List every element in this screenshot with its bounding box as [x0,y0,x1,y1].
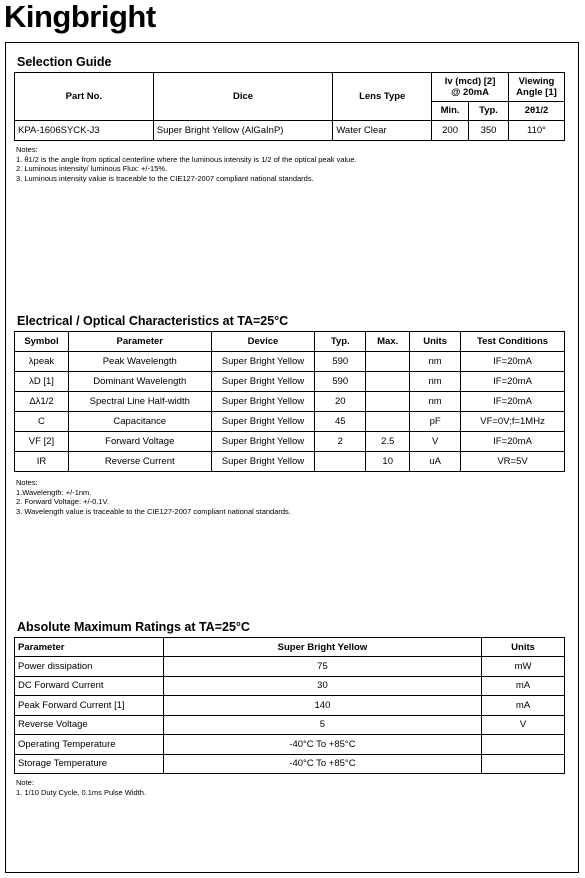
dice-cell: Super Bright Yellow (AlGaInP) [153,121,333,141]
viewing-angle-header [509,73,565,102]
symbol-cell: λD [1] [15,372,69,392]
note-line: 3. Luminous intensity value is traceable to the CIE127-2007 compliant national standards. [16,173,314,183]
parameter-cell: Spectral Line Half-width [68,392,211,412]
parameter-header: Parameter [68,332,211,352]
device-cell: Super Bright Yellow [211,372,315,392]
parameter-cell: DC Forward Current [15,676,164,696]
iv-header [432,73,509,102]
table-row [15,754,565,774]
parameter-cell: Peak Forward Current [1] [15,696,164,716]
typ-cell: 350 [469,121,509,141]
symbol-cell: C [15,412,69,432]
units-cell: nm [410,392,461,412]
angle-sub-header: 2θ1/2 [509,101,565,120]
typ-cell: 590 [315,352,366,372]
value-cell: 5 [163,715,481,735]
units-cell: uA [410,452,461,472]
device-cell: Super Bright Yellow [211,352,315,372]
angle-header-line1: Viewing [518,75,555,87]
parameter-cell: Dominant Wavelength [68,372,211,392]
note-line: Notes: [16,145,38,154]
parameter-cell: Storage Temperature [15,754,164,774]
note-line: 1.Wavelength: +/-1nm. [16,487,92,497]
table-row [15,715,565,735]
max-header: Max. [366,332,410,352]
angle-header-line2: Angle [1] [516,86,557,98]
selection-notes [16,145,357,183]
value-cell: 140 [163,696,481,716]
parameter-cell: Power dissipation [15,657,164,677]
dice-header: Dice [153,73,333,121]
units-cell: mA [482,696,565,716]
min-cell: 200 [432,121,469,141]
typ-cell: 45 [315,412,366,432]
max-cell: 2.5 [366,432,410,452]
test-condition-cell: VF=0V;f=1MHz [461,412,565,432]
value-cell: 30 [163,676,481,696]
lens-type-header: Lens Type [333,73,432,121]
device-cell: Super Bright Yellow [211,452,315,472]
table-row [15,452,565,472]
parameter-cell: Reverse Current [68,452,211,472]
table-row [15,412,565,432]
parameter-cell: Capacitance [68,412,211,432]
test-condition-cell: IF=20mA [461,432,565,452]
typ-cell [315,452,366,472]
table-row [15,372,565,392]
lens-cell: Water Clear [333,121,432,141]
part-number-cell: KPA-1606SYCK-J3 [15,121,154,141]
part-no-header: Part No. [15,73,154,121]
parameter-cell: Operating Temperature [15,735,164,755]
note-line: 2. Forward Voltage: +/-0.1V. [16,497,109,506]
note-line: 3. Wavelength value is traceable to the CIE127-2007 compliant national standards. [16,506,291,516]
units-cell: V [482,715,565,735]
max-cell [366,392,410,412]
absolute-title: Absolute Maximum Ratings at TA=25°C [17,620,250,634]
units-cell: V [410,432,461,452]
value-cell: -40°C To +85°C [163,754,481,774]
parameter-cell: Peak Wavelength [68,352,211,372]
max-cell [366,412,410,432]
test-condition-cell: IF=20mA [461,372,565,392]
selection-header-row [15,73,565,102]
absolute-header-row [15,638,565,657]
min-header: Min. [432,101,469,120]
table-row [15,392,565,412]
absolute-notes [16,778,146,797]
table-row [15,352,565,372]
units-header: Units [482,638,565,657]
absolute-table [14,637,565,774]
iv-header-line1: Iv (mcd) [2] [444,75,496,87]
symbol-cell: λpeak [15,352,69,372]
note-line: Note: [16,778,34,787]
table-row [15,432,565,452]
units-cell: nm [410,352,461,372]
value-cell: -40°C To +85°C [163,735,481,755]
max-cell: 10 [366,452,410,472]
parameter-cell: Forward Voltage [68,432,211,452]
units-cell: mW [482,657,565,677]
typ-cell: 20 [315,392,366,412]
note-line: 2. Luminous intensity/ luminous Flux: +/-15%. [16,164,168,173]
note-line: 1. θ1/2 is the angle from optical centerline where the luminous intensity is 1/2 of the optical peak value. [16,154,357,164]
iv-header-line2: @ 20mA [451,86,489,98]
angle-cell: 110° [509,121,565,141]
test-conditions-header: Test Conditions [461,332,565,352]
units-cell [482,735,565,755]
table-row [15,696,565,716]
note-line: 1. 1/10 Duty Cycle, 0.1ms Pulse Width. [16,787,147,797]
table-row [15,676,565,696]
max-cell [366,352,410,372]
units-cell: mA [482,676,565,696]
test-condition-cell: IF=20mA [461,392,565,412]
symbol-header: Symbol [15,332,69,352]
table-row [15,121,565,141]
electrical-notes [16,478,291,516]
brand-logo: Kingbright [4,0,156,34]
device-header: Super Bright Yellow [163,638,481,657]
selection-title: Selection Guide [17,55,112,69]
units-header: Units [410,332,461,352]
electrical-table [14,331,565,472]
parameter-cell: Reverse Voltage [15,715,164,735]
symbol-cell: IR [15,452,69,472]
units-cell [482,754,565,774]
device-cell: Super Bright Yellow [211,392,315,412]
test-condition-cell: IF=20mA [461,352,565,372]
electrical-title: Electrical / Optical Characteristics at TA=25°C [17,314,289,328]
table-row [15,735,565,755]
symbol-cell: Δλ1/2 [15,392,69,412]
units-cell: nm [410,372,461,392]
test-condition-cell: VR=5V [461,452,565,472]
table-row [15,657,565,677]
electrical-header-row [15,332,565,352]
value-cell: 75 [163,657,481,677]
parameter-header: Parameter [15,638,164,657]
max-cell [366,372,410,392]
device-cell: Super Bright Yellow [211,412,315,432]
typ-cell: 2 [315,432,366,452]
symbol-cell: VF [2] [15,432,69,452]
typ-header: Typ. [315,332,366,352]
note-line: Notes: [16,478,38,487]
device-header: Device [211,332,315,352]
selection-table [14,72,565,141]
typ-header: Typ. [469,101,509,120]
device-cell: Super Bright Yellow [211,432,315,452]
typ-cell: 590 [315,372,366,392]
units-cell: pF [410,412,461,432]
